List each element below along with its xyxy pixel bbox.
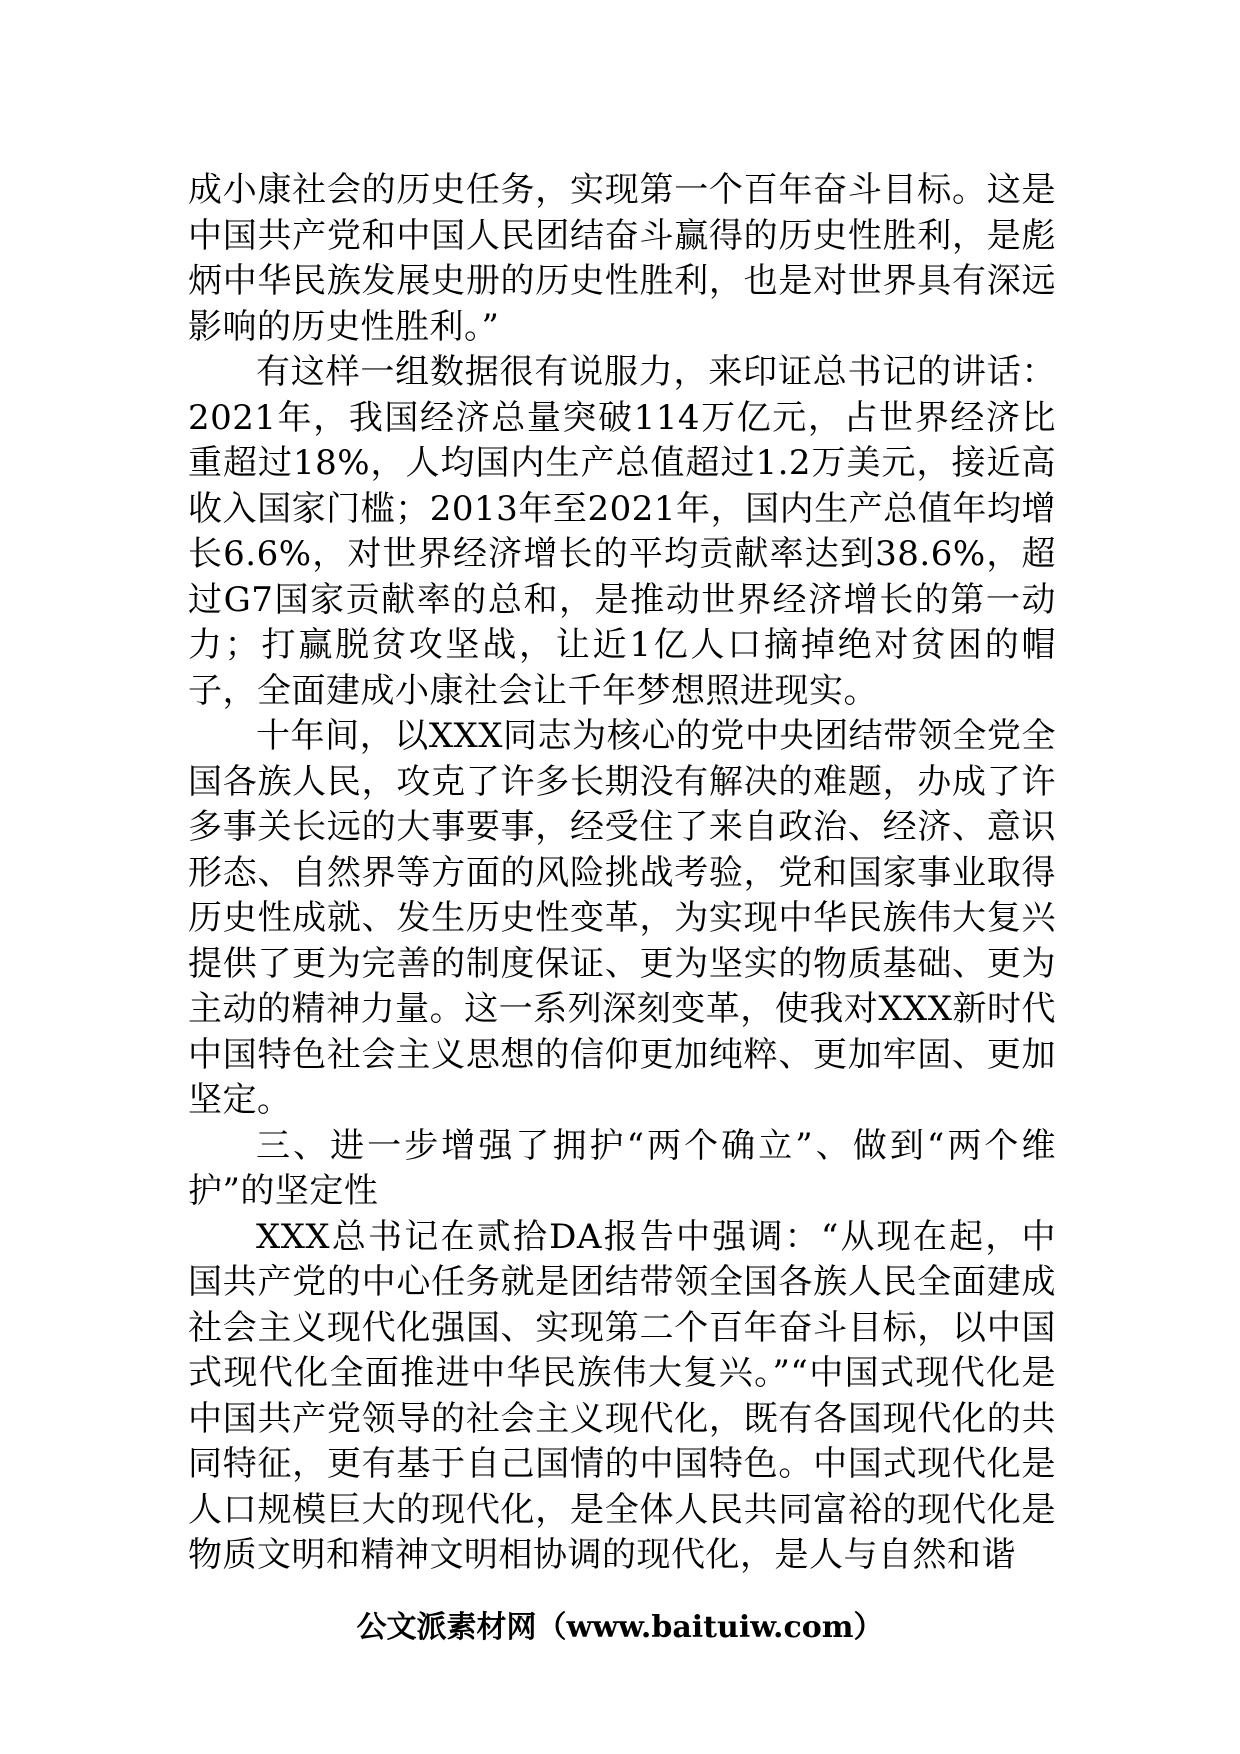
paragraph-3: 十年间，以XXX同志为核心的党中央团结带领全党全国各族人民，攻克了许多长期没有解决的难题，办成了许多事关长远的大事要事，经受住了来自政治、经济、意识形态、自然界等方面的风险挑战考验，党和国家事业取得历史性成就、发生历史性变革，为实现中华民族伟大复兴提供了更为完善的制度保证、更为坚实的物质基础、更为主动的精神力量。这一系列深刻变革，使我对XXX新时代中国特色社会主义思想的信仰更加纯粹、更加牢固、更加坚定。	[188, 716, 1056, 1120]
paragraph-4: XXX总书记在贰拾DA报告中强调：“从现在起，中国共产党的中心任务就是团结带领全国各族人民全面建成社会主义现代化强国、实现第二个百年奋斗目标，以中国式现代化全面推进中华民族伟大复兴。”“中国式现代化是中国共产党领导的社会主义现代化，既有各国现代化的共同特征，更有基于自己国情的中国特色。中国式现代化是人口规模巨大的现代化，是全体人民共同富裕的现代化是物质文明和精神文明相协调的现代化，是人与自然和谐	[188, 1216, 1056, 1575]
footer-watermark-text: 公文派素材网（www.baituiw.com）	[356, 1610, 884, 1645]
section-heading-3: 三、进一步增强了拥护“两个确立”、做到“两个维护”的坚定性	[188, 1125, 1056, 1211]
document-body	[188, 168, 1056, 1579]
paragraph-2: 有这样一组数据很有说服力，来印证总书记的讲话：2021年，我国经济总量突破114万亿元，占世界经济比重超过18%，人均国内生产总值超过1.2万美元，接近高收入国家门槛；2013年至2021年，国内生产总值年均增长6.6%，对世界经济增长的平均贡献率达到38.6%，超过G7国家贡献率的总和，是推动世界经济增长的第一动力；打赢脱贫攻坚战，让近1亿人口摘掉绝对贫困的帽子，全面建成小康社会让千年梦想照进现实。	[188, 352, 1056, 711]
paragraph-1: 成小康社会的历史任务，实现第一个百年奋斗目标。这是中国共产党和中国人民团结奋斗赢得的历史性胜利，是彪炳中华民族发展史册的历史性胜利，也是对世界具有深远影响的历史性胜利。”	[188, 170, 1056, 347]
